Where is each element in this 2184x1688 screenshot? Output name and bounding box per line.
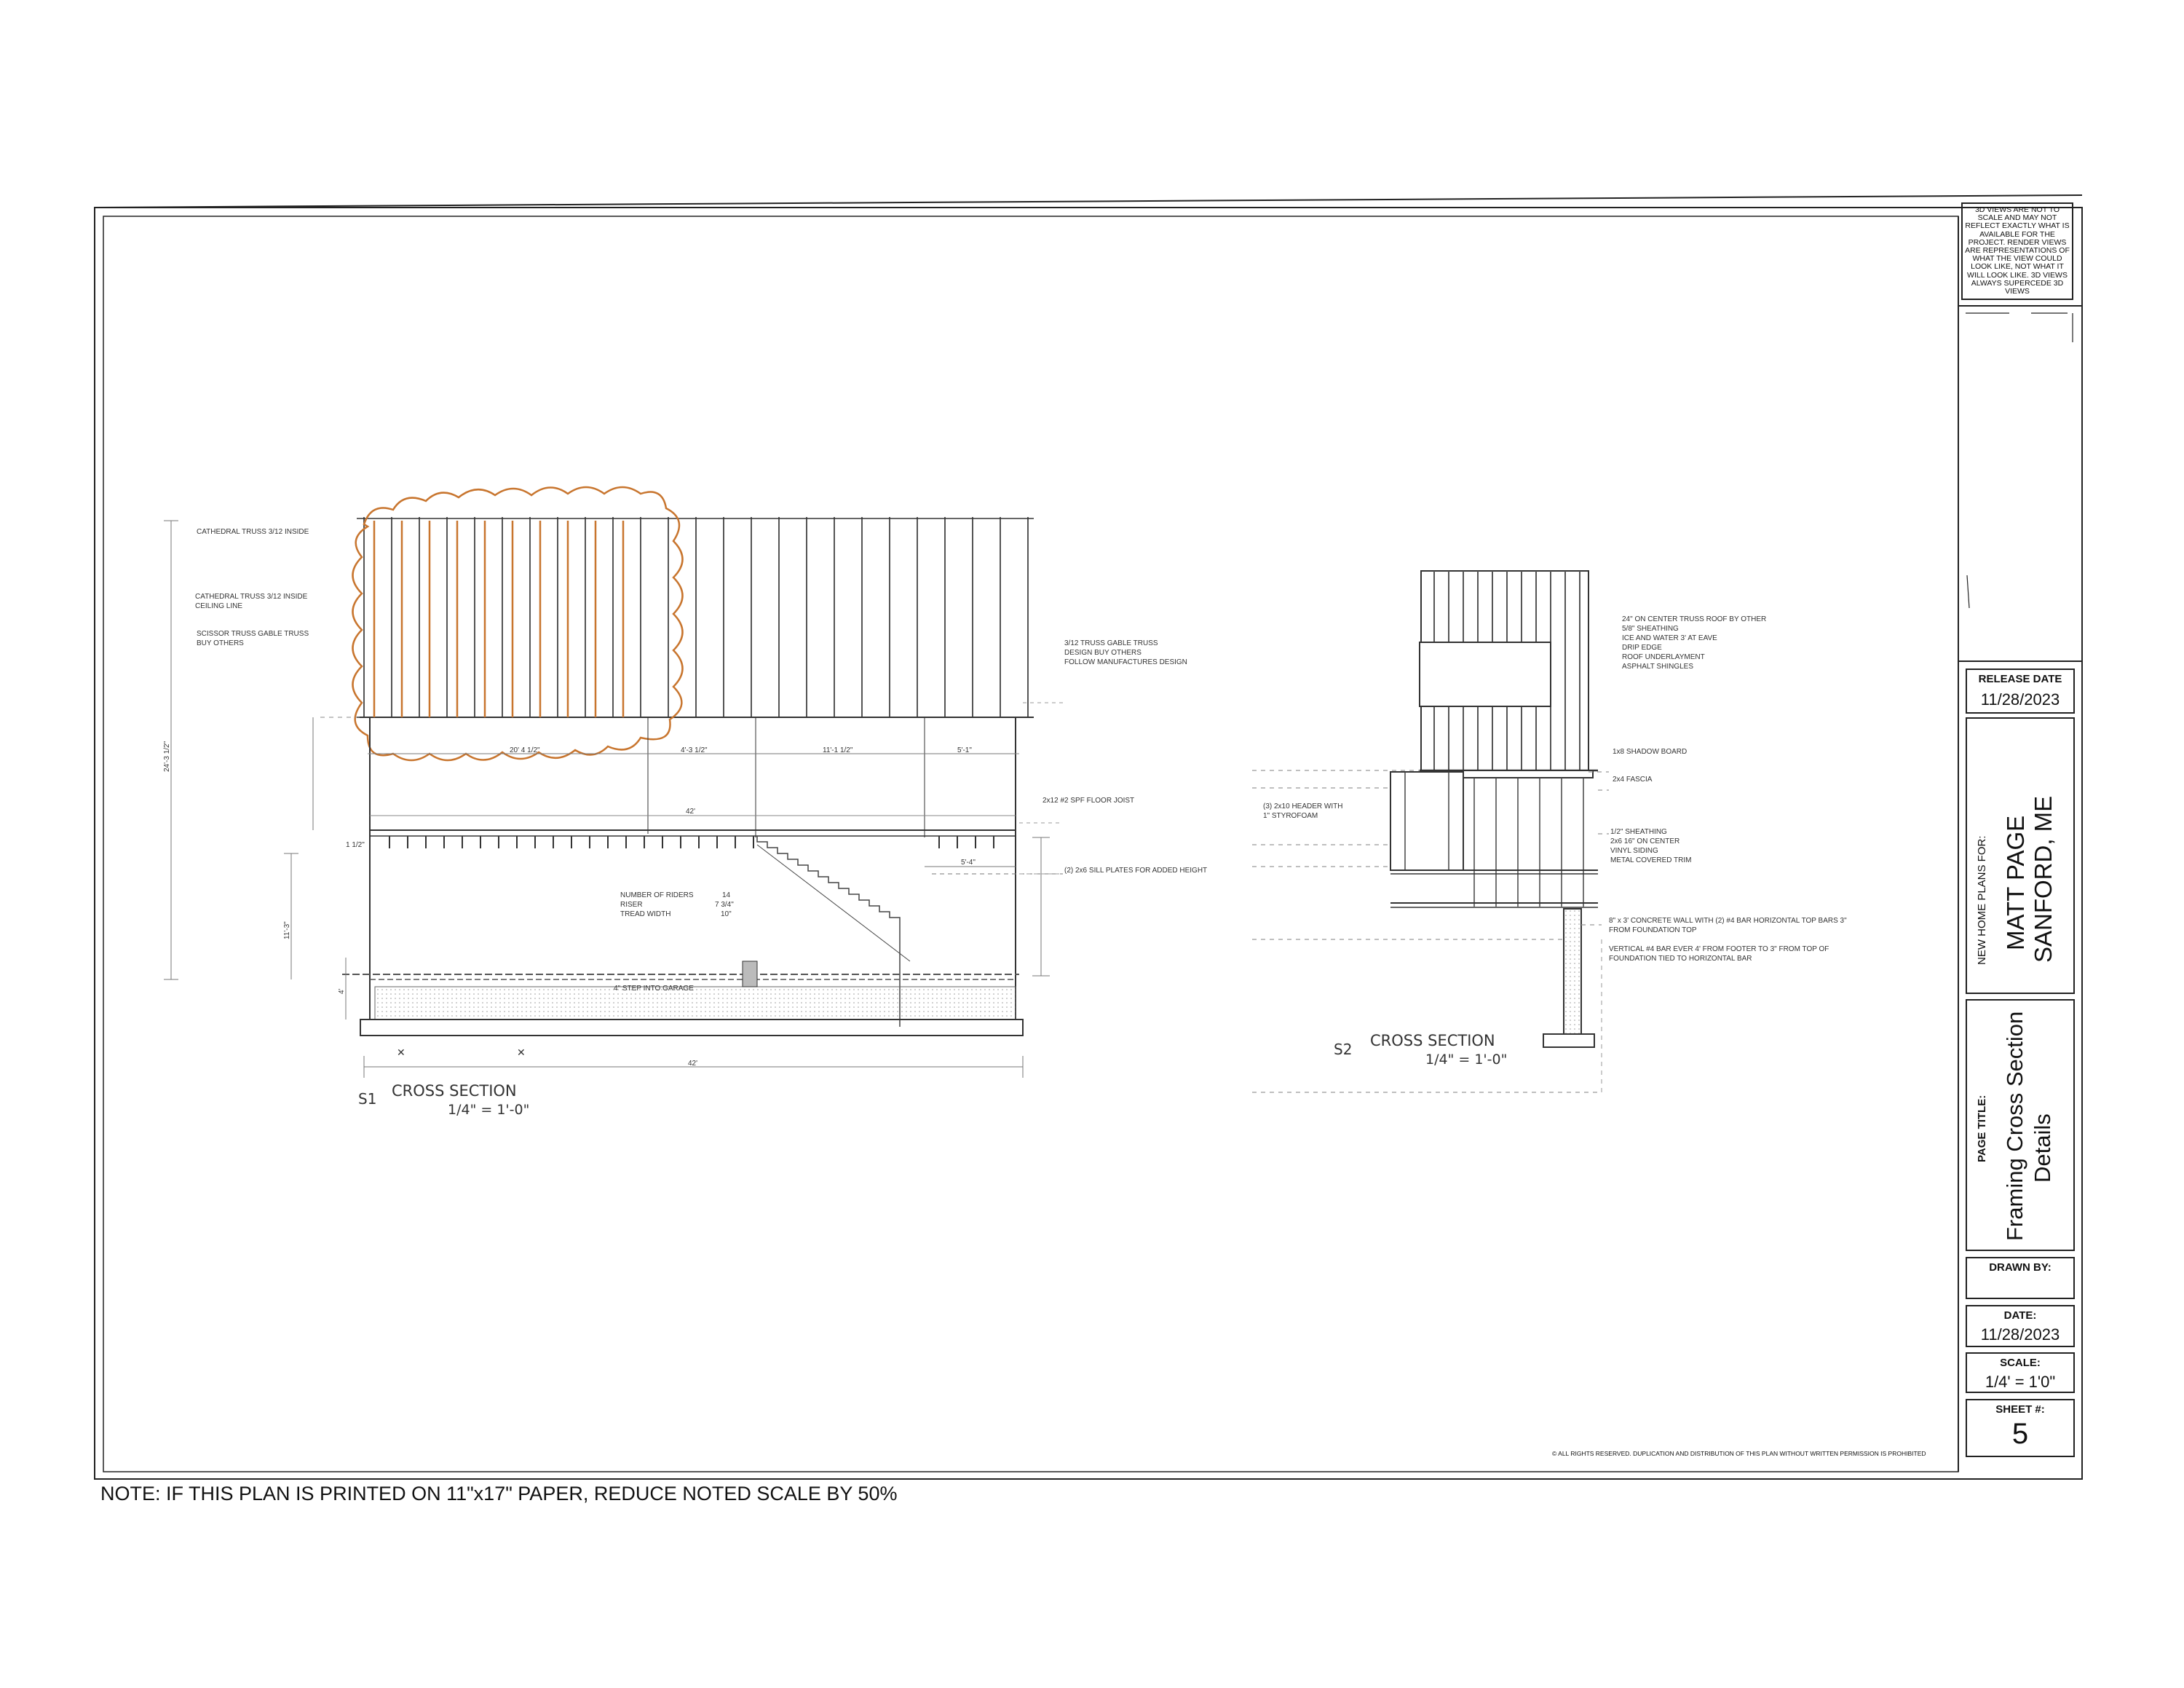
section2-tag: S2 — [1334, 1041, 1353, 1058]
note-roof-3: ICE AND WATER 3' AT EAVE — [1622, 634, 1717, 642]
note-wall-3: VINYL SIDING — [1610, 847, 1658, 855]
client-location: SANFORD, ME — [2030, 795, 2057, 963]
note-found-1: 8" x 3' CONCRETE WALL WITH (2) #4 BAR HORIZONTAL TOP BARS 3" — [1609, 917, 1847, 925]
note-gable-3: FOLLOW MANUFACTURES DESIGN — [1064, 658, 1187, 666]
section2-title: CROSS SECTION — [1370, 1032, 1495, 1049]
note-wall-1: 1/2" SHEATHING — [1610, 828, 1667, 836]
date-box — [1966, 1305, 2075, 1347]
dim-v2: 11'-3" — [283, 921, 291, 939]
sheet-number-value: 5 — [2011, 1418, 2029, 1450]
note-riser-label: RISER — [620, 901, 643, 909]
note-header-1: (3) 2x10 HEADER WITH — [1263, 802, 1343, 811]
note-cathedral-truss-2a: CATHEDRAL TRUSS 3/12 INSIDE — [195, 593, 308, 601]
dim-d4: 5'-1" — [957, 746, 972, 754]
note-tread-value: 10" — [721, 910, 732, 918]
page-title-box — [1966, 999, 2075, 1251]
note-floor-joist: 2x12 #2 SPF FLOOR JOIST — [1042, 797, 1135, 805]
scale-value: 1/4' = 1'0" — [1985, 1373, 2056, 1391]
scale-label: SCALE: — [2000, 1357, 2041, 1369]
section2-scale: 1/4" = 1'-0" — [1425, 1052, 1508, 1068]
note-found-3: VERTICAL #4 BAR EVER 4' FROM FOOTER TO 3" FROM TOP OF — [1609, 945, 1829, 953]
note-found-4: FOUNDATION TIED TO HORIZONTAL BAR — [1609, 955, 1752, 963]
svg-text:✕: ✕ — [397, 1047, 405, 1059]
sheet-number-label: SHEET #: — [1995, 1403, 2045, 1416]
section1-title: CROSS SECTION — [392, 1082, 517, 1100]
note-header-2: 1" STYROFOAM — [1263, 812, 1318, 820]
dim-d3: 11'-1 1/2" — [823, 746, 853, 754]
note-cathedral-truss-1: CATHEDRAL TRUSS 3/12 INSIDE — [197, 528, 309, 536]
scale-box — [1966, 1352, 2075, 1393]
client-name: MATT PAGE — [2002, 815, 2029, 950]
note-roof-5: ROOF UNDERLAYMENT — [1622, 653, 1705, 661]
note-gable-1: 3/12 TRUSS GABLE TRUSS — [1064, 639, 1158, 647]
note-step-garage: 4" STEP INTO GARAGE — [614, 985, 694, 993]
client-box — [1966, 717, 2075, 994]
note-wall-4: METAL COVERED TRIM — [1610, 856, 1692, 864]
section1-tag: S1 — [358, 1090, 377, 1108]
s2-labels — [1263, 615, 1847, 1068]
note-sill-plates: (2) 2x6 SILL PLATES FOR ADDED HEIGHT — [1064, 867, 1208, 875]
dim-d6: 42' — [688, 1060, 698, 1068]
section-s2 — [1252, 571, 1609, 1092]
note-found-2: FROM FOUNDATION TOP — [1609, 926, 1697, 934]
copyright-notice: © ALL RIGHTS RESERVED. DUPLICATION AND DISTRIBUTION OF THIS PLAN WITHOUT WRITTEN PERMISSION IS PROHIBITED — [1552, 1450, 1926, 1457]
section1-scale: 1/4" = 1'-0" — [448, 1102, 530, 1118]
svg-text:✕: ✕ — [517, 1047, 526, 1059]
sheet-number-box — [1966, 1399, 2075, 1457]
note-scissor-2: BUY OTHERS — [197, 639, 244, 647]
plans-for-label: NEW HOME PLANS FOR: — [1976, 835, 1988, 965]
dim-v3: 4' — [338, 988, 346, 994]
release-date-box — [1966, 669, 2075, 714]
release-date-value: 11/28/2023 — [1980, 690, 2060, 709]
note-fascia: 2x4 FASCIA — [1613, 776, 1653, 784]
drawn-by-label: DRAWN BY: — [1989, 1261, 2052, 1274]
page-title-label: PAGE TITLE: — [1976, 1095, 1988, 1162]
footer-scale-note: NOTE: IF THIS PLAN IS PRINTED ON 11"x17" PAPER, REDUCE NOTED SCALE BY 50% — [100, 1483, 898, 1504]
note-riser-value: 7 3/4" — [715, 901, 734, 909]
note-scissor-1: SCISSOR TRUSS GABLE TRUSS — [197, 630, 309, 638]
note-shadow-board: 1x8 SHADOW BOARD — [1613, 748, 1688, 756]
date-label: DATE: — [2003, 1309, 2037, 1322]
note-roof-2: 5/8" SHEATHING — [1622, 625, 1679, 633]
note-roof-4: DRIP EDGE — [1622, 644, 1662, 652]
note-cathedral-truss-2b: CEILING LINE — [195, 602, 243, 610]
dim-d2: 4'-3 1/2" — [681, 746, 708, 754]
page-title-line2: Details — [2030, 1113, 2055, 1183]
sheet-border — [95, 195, 2082, 1479]
note-riders-value: 14 — [722, 891, 731, 899]
s1-truss-verticals — [364, 517, 1028, 717]
note-roof-1: 24" ON CENTER TRUSS ROOF BY OTHER — [1622, 615, 1767, 623]
dim-d8: 1 1/2" — [346, 841, 365, 849]
note-gable-2: DESIGN BUY OTHERS — [1064, 649, 1142, 657]
note-tread-label: TREAD WIDTH — [620, 910, 671, 918]
dim-v1: 24'-3 1/2" — [163, 741, 171, 772]
release-date-label: RELEASE DATE — [1978, 673, 2062, 685]
note-riders-label: NUMBER OF RIDERS — [620, 891, 694, 899]
note-roof-6: ASPHALT SHINGLES — [1622, 663, 1693, 671]
note-wall-2: 2x6 16" ON CENTER — [1610, 837, 1680, 845]
dim-d7: 5'-4" — [961, 859, 976, 867]
date-value: 11/28/2023 — [1980, 1325, 2060, 1344]
dim-d1: 20' 4 1/2" — [510, 746, 540, 754]
page-title-line1: Framing Cross Section — [2002, 1011, 2027, 1241]
drawn-by-box — [1966, 1257, 2075, 1299]
dim-d5: 42' — [686, 808, 696, 816]
3d-views-note: 3D VIEWS ARE NOT TO SCALE AND MAY NOT REFLECT EXACTLY WHAT IS AVAILABLE FOR THE PROJECT. RENDER VIEWS ARE REPRESENTATIONS OF WHAT THE VIEW COULD LOOK LIKE, NOT WHAT IT WILL LOOK LIKE. 3D VIEWS ALWAYS SUPERCEDE 3D VIEWS — [1961, 202, 2073, 300]
s1-floor-joists — [389, 836, 994, 848]
